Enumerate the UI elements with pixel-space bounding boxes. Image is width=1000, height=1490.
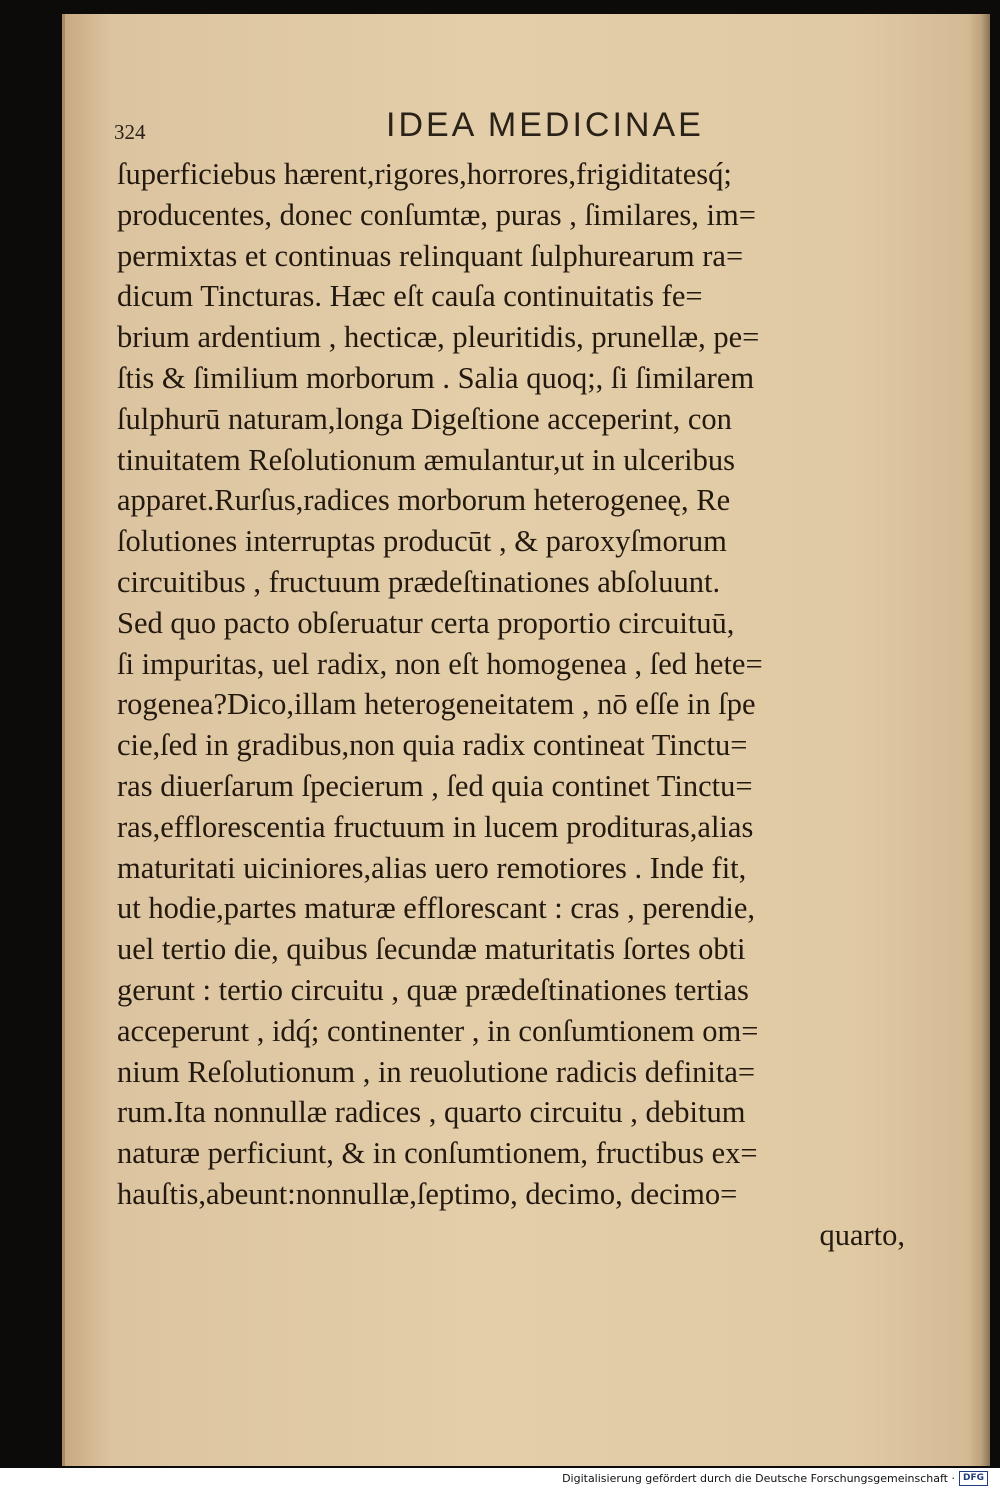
page-edge-shadow: [968, 14, 990, 1466]
text-line: tinuitatem Reſolutionum æmulantur,ut in ulceribus: [117, 442, 736, 477]
text-line: rum.Ita nonnullæ radices , quarto circuitu , debitum: [117, 1095, 746, 1130]
text-line: cie,ſed in gradibus,non quia radix contineat Tinctu=: [117, 728, 748, 763]
text-line: gerunt : tertio circuitu , quæ prædeſtinationes tertias: [117, 972, 749, 1007]
text-line: acceperunt , idq́; continenter , in conſumtionem om=: [117, 1013, 759, 1048]
text-line: ſuperficiebus hærent,rigores,horrores,frigiditatesq́;: [117, 157, 732, 191]
catchword-line: quarto,: [819, 1217, 905, 1252]
text-line: naturæ perficiunt, & in conſumtionem, fructibus ex=: [117, 1136, 758, 1171]
text-line: ut hodie,partes maturæ efflorescant : cras , perendie,: [117, 891, 755, 926]
text-line: uel tertio die, quibus ſecundæ maturitatis ſortes obti: [117, 932, 746, 967]
text-line: dicum Tincturas. Hæc eſt cauſa continuitatis fe=: [117, 279, 703, 314]
text-line: nium Reſolutionum , in reuolutione radicis definita=: [117, 1054, 756, 1089]
text-line: ſi impuritas, uel radix, non eſt homogenea , ſed hete=: [117, 646, 763, 681]
text-line: ſtis & ſimilium morborum . Salia quoq;, ſi ſimilarem: [117, 360, 755, 395]
page-title: IDEA MEDICINAE: [386, 106, 704, 144]
running-head: [114, 106, 754, 156]
digitization-credit: [562, 1471, 988, 1486]
credit-text: Digitalisierung gefördert durch die Deutsche Forschungsgemeinschaft ·: [562, 1472, 955, 1485]
text-line: maturitati uiciniores,alias uero remotiores . Inde fit,: [117, 850, 747, 885]
text-line: rogenea?Dico,illam heterogeneitatem , nō eſſe in ſpe: [117, 687, 756, 722]
body-text: [117, 154, 957, 1256]
text-line: ras,efflorescentia fructuum in lucem prodituras,alias: [117, 809, 754, 844]
text-line: brium ardentium , hecticæ, pleuritidis, prunellæ, pe=: [117, 320, 760, 355]
text-line: apparet.Rurſus,radices morborum heterogeneę, Re: [117, 483, 731, 518]
text-line: circuitibus , fructuum prædeſtinationes abſoluunt.: [117, 564, 721, 599]
text-line: Sed quo pacto obſeruatur certa proportio circuituū,: [117, 605, 735, 640]
text-line: ſulphurū naturam,longa Digeſtione acceperint, con: [117, 401, 732, 436]
dfg-logo: DFG: [959, 1471, 988, 1486]
text-line: ras diuerſarum ſpecierum , ſed quia continet Tinctu=: [117, 768, 753, 803]
text-line: hauſtis,abeunt:nonnullæ,ſeptimo, decimo, decimo=: [117, 1176, 738, 1211]
text-line: producentes, donec conſumtæ, puras , ſimilares, im=: [117, 197, 756, 232]
page-number: 324: [114, 120, 146, 144]
text-line: permixtas et continuas relinquant ſulphurearum ra=: [117, 238, 744, 273]
text-line: ſolutiones interruptas producūt , & paroxyſmorum: [117, 524, 727, 559]
